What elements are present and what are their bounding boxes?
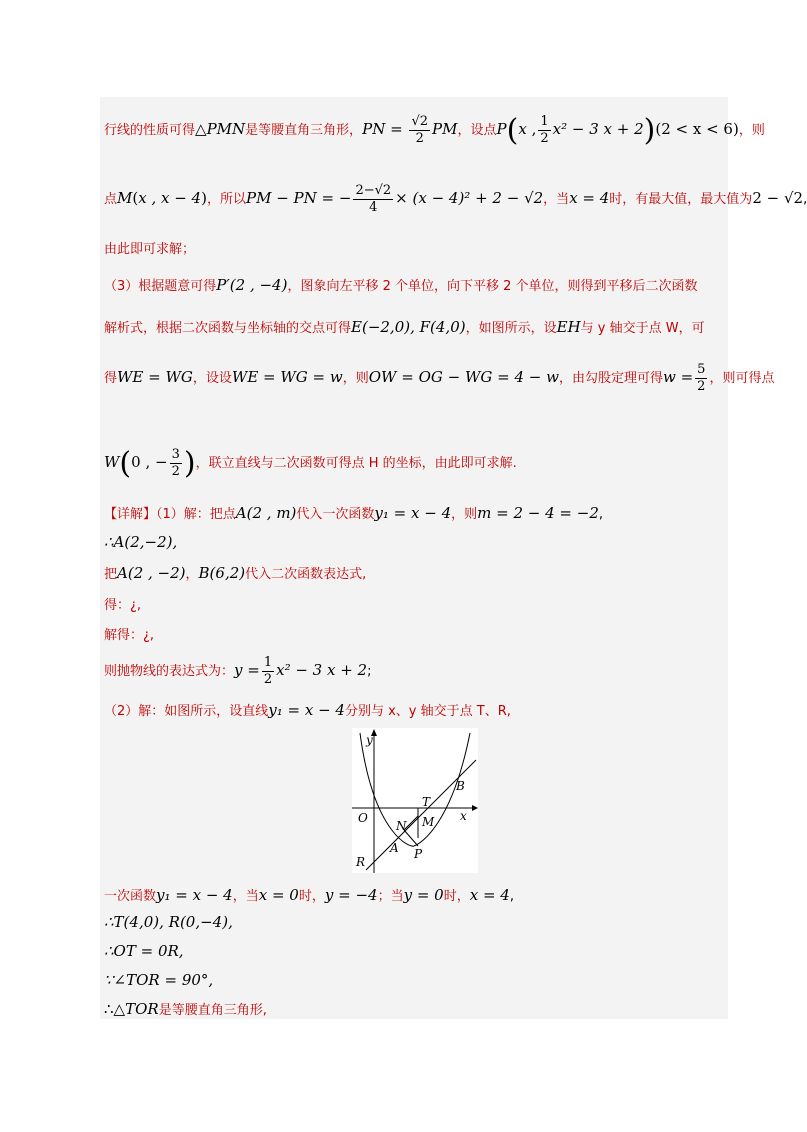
line-8 — [104, 503, 603, 522]
text: ，图象向左平移 2 个单位，向下平移 2 个单位，则得到平移后二次函数 — [287, 279, 698, 294]
text: （3）根据题意可得 — [104, 279, 217, 294]
math: M — [117, 189, 133, 207]
paren: ( — [655, 120, 662, 138]
text: 由此即可求解； — [104, 242, 196, 257]
fraction-denominator: 2 — [540, 131, 549, 146]
math: PM — [432, 120, 458, 138]
math: x = 4 — [569, 189, 610, 207]
text: 则抛物线的表达式为： — [104, 664, 235, 679]
math: × (x − 4)² + 2 − √2 — [395, 189, 544, 207]
paren: ) — [201, 189, 207, 207]
text: 分别与 x、y 轴交于点 T、R, — [344, 704, 511, 719]
math: y₁ = x − 4 — [268, 701, 345, 719]
text: 与 y 轴交于点 W，可 — [580, 321, 705, 336]
point-m-label: M — [422, 815, 435, 829]
text: ，如图所示，设 — [465, 321, 557, 336]
figure-svg — [352, 728, 478, 873]
triangle-symbol: △ — [195, 120, 207, 138]
text: ，当 — [543, 192, 570, 207]
math: y = — [234, 661, 260, 679]
line-14 — [104, 700, 511, 719]
text: ，设点 — [457, 123, 497, 138]
point-n-label: N — [396, 819, 407, 833]
math: 2 − √2 — [752, 189, 804, 207]
math: ∴T(4,0), R(0,−4), — [104, 913, 233, 931]
math: WE = WG — [117, 368, 193, 386]
text: 是等腰直角三角形, — [158, 1003, 267, 1018]
point-a-label: A — [390, 841, 399, 855]
math: W — [104, 453, 120, 471]
text: ，则 — [342, 371, 369, 386]
math: m = 2 − 4 = −2 — [477, 504, 599, 522]
fraction-denominator: 4 — [369, 200, 378, 215]
parabola-figure — [352, 728, 478, 873]
paren: ) — [643, 113, 656, 148]
math: EH — [556, 318, 581, 336]
fraction — [409, 114, 430, 147]
paren: ( — [119, 446, 132, 481]
text: 一次函数 — [104, 889, 157, 904]
math: ∴△ — [104, 1000, 126, 1018]
line-5 — [104, 317, 705, 336]
line-19 — [104, 999, 267, 1018]
text: 行线的性质可得 — [104, 123, 196, 138]
text: ， — [185, 567, 199, 582]
fraction — [538, 114, 550, 147]
line-6 — [104, 362, 774, 395]
fraction-numerator: 1 — [540, 114, 549, 129]
text: ，由勾股定理可得 — [558, 371, 663, 386]
line-17 — [104, 942, 184, 960]
text: ，则可得点 — [709, 371, 775, 386]
text: ，设设 — [192, 371, 232, 386]
text: 点 — [104, 192, 118, 207]
paren: ( — [506, 113, 519, 148]
text: 时，有最大值，最大值为 — [609, 192, 753, 207]
math: TOR — [125, 1000, 159, 1018]
line-1 — [104, 113, 765, 148]
math: A(2 , −2) — [117, 564, 186, 582]
text: 代入一次函数 — [296, 507, 375, 522]
math: P′(2 , −4) — [216, 276, 288, 294]
text: , — [598, 507, 604, 522]
text: ，当 — [232, 889, 259, 904]
fraction — [695, 362, 707, 395]
fraction-denominator: 2 — [263, 672, 273, 687]
text: 代入二次函数表达式, — [245, 567, 367, 582]
fraction — [170, 447, 182, 480]
fraction-denominator: 2 — [697, 379, 706, 394]
fraction-numerator: 5 — [697, 362, 706, 377]
math: y₁ = x − 4 — [374, 504, 452, 522]
math: 2 < x < 6 — [661, 120, 733, 138]
text: 把 — [104, 567, 118, 582]
text: ，联立直线与二次函数可得点 H 的坐标，由此即可求解. — [195, 456, 517, 471]
line-7 — [104, 446, 517, 481]
math: PN — [362, 120, 386, 138]
math: x — [518, 120, 527, 138]
point-r-label: R — [356, 855, 366, 869]
math: WE = WG = w — [231, 368, 343, 386]
math: w = — [662, 368, 694, 386]
text: （2）解：如图所示，设直线 — [104, 704, 269, 719]
fraction-denominator: 2 — [415, 131, 424, 146]
text: 得 — [104, 371, 118, 386]
paren: ) — [183, 446, 196, 481]
line-11 — [104, 594, 141, 613]
math: ∴OT = 0R, — [104, 942, 184, 960]
text: 是等腰直角三角形， — [245, 123, 363, 138]
text: ，所以 — [206, 192, 246, 207]
text: 时， — [443, 889, 470, 904]
math: y = 0 — [403, 886, 444, 904]
line-18 — [104, 971, 213, 989]
text: ; — [367, 664, 372, 679]
point-b-label: B — [456, 779, 465, 793]
point-t-label: T — [422, 795, 431, 809]
text: 时， — [298, 889, 325, 904]
x-label: x — [460, 809, 467, 823]
fraction-numerator: 1 — [263, 655, 273, 670]
math: PMN — [206, 120, 246, 138]
y-label: y — [366, 733, 373, 747]
detail-tag: 【详解】 — [104, 507, 157, 522]
line-16 — [104, 913, 233, 931]
math: E(−2,0), F(4,0) — [351, 318, 466, 336]
math: , — [526, 120, 537, 138]
line-4 — [104, 275, 698, 294]
origin-label: O — [358, 811, 368, 825]
text: 解得：¿, — [104, 628, 155, 643]
math: 0 , − — [131, 453, 168, 471]
math: OW = OG − WG = 4 − w — [368, 368, 559, 386]
math: A(2 , m) — [235, 504, 297, 522]
math: x² − 3 x + 2 — [552, 120, 644, 138]
line-12 — [104, 624, 154, 643]
line-10 — [104, 563, 366, 582]
fraction — [353, 183, 393, 216]
paren: ( — [132, 189, 139, 207]
content-panel — [100, 97, 728, 1019]
text: , — [803, 192, 807, 207]
math: PM − PN = − — [245, 189, 352, 207]
paren: ) — [732, 120, 739, 138]
math: ∵∠TOR = 90°, — [104, 971, 214, 989]
x-axis-arrow — [472, 805, 478, 811]
text: ，则 — [451, 507, 478, 522]
math: y = −4 — [324, 886, 378, 904]
math: x = 0 — [258, 886, 299, 904]
text: ，则 — [738, 123, 765, 138]
math: x = 4 — [469, 886, 510, 904]
line-9 — [104, 533, 177, 551]
fraction-numerator: √2 — [411, 114, 429, 129]
text: 解析式，根据二次函数与坐标轴的交点可得 — [104, 321, 352, 336]
text: ；当 — [377, 889, 404, 904]
math: x² − 3 x + 2 — [276, 661, 368, 679]
math: P — [496, 120, 507, 138]
line-2 — [104, 183, 807, 216]
line-3 — [104, 238, 195, 257]
math: y₁ = x − 4 — [156, 886, 233, 904]
point-p-label: P — [414, 847, 423, 861]
math: B(6,2) — [198, 564, 246, 582]
fraction-numerator: 2−√2 — [355, 183, 392, 198]
math: = — [385, 120, 408, 138]
line-13 — [104, 655, 372, 688]
text: 得：¿, — [104, 598, 142, 613]
fraction — [262, 655, 274, 688]
parabola-curve — [360, 733, 470, 846]
fraction-numerator: 3 — [171, 447, 180, 462]
text: , — [509, 889, 514, 904]
text: （1）解：把点 — [156, 507, 236, 522]
fraction-denominator: 2 — [171, 464, 180, 479]
math: ∴A(2,−2), — [104, 533, 178, 551]
line-15 — [104, 885, 514, 904]
math: x , x − 4 — [138, 189, 202, 207]
